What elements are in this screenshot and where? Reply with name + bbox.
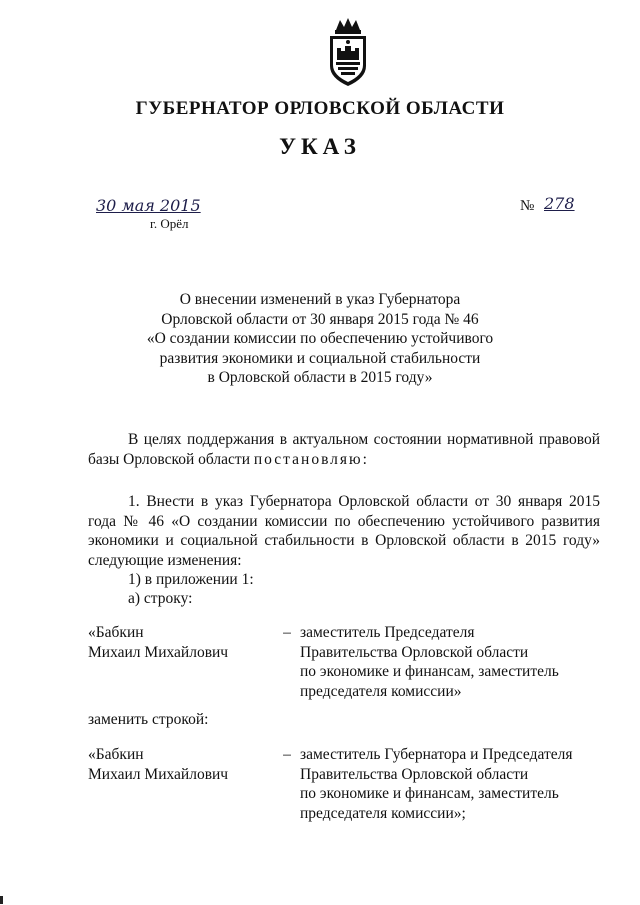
decree-title xyxy=(0,290,640,388)
preamble-paragraph xyxy=(88,430,600,469)
role-line: Правительства Орловской области xyxy=(300,765,529,783)
member-name xyxy=(88,745,278,784)
dash-separator: – xyxy=(283,624,291,641)
role-line: по экономике и финансам, заместитель xyxy=(300,663,559,680)
subitem-a: а) строку: xyxy=(128,590,193,607)
replace-label: заменить строкой: xyxy=(88,711,209,728)
role-line: по экономике и финансам, заместитель xyxy=(300,785,559,802)
handwritten-date: 30 мая 2015 xyxy=(96,196,201,215)
member-role xyxy=(300,623,610,701)
member-surname: «Бабкин xyxy=(88,624,144,641)
title-line: Орловской области от 30 января 2015 года № 46 xyxy=(161,310,479,328)
role-line: заместитель Председателя xyxy=(300,624,475,641)
scan-mark xyxy=(0,896,3,904)
title-line: О внесении изменений в указ Губернатора xyxy=(179,291,461,308)
city-label: г. Орёл xyxy=(150,216,189,231)
member-given-names: Михаил Михайлович xyxy=(88,643,229,661)
role-line: председателя комиссии»; xyxy=(300,804,466,822)
role-line: Правительства Орловской области xyxy=(300,643,529,661)
member-given-names: Михаил Михайлович xyxy=(88,765,229,783)
member-row-old xyxy=(88,623,608,703)
role-line: председателя комиссии» xyxy=(300,682,462,700)
decree-word: постановляю: xyxy=(253,450,369,468)
member-row-new xyxy=(88,745,608,825)
handwritten-number: 278 xyxy=(544,194,575,213)
subitem-1: 1) в приложении 1: xyxy=(128,571,254,588)
member-role xyxy=(300,745,610,823)
organization-title: ГУБЕРНАТОР ОРЛОВСКОЙ ОБЛАСТИ xyxy=(135,98,505,119)
item-1-paragraph: 1. Внести в указ Губернатора Орловской области от 30 января 2015 года № 46 «О создании комиссии по обеспечению устойчивого развития экономики и социальной стабильности в Орловской области в 2015 году» следующие изменения: xyxy=(88,493,600,569)
title-line: «О создании комиссии по обеспечению устойчивого xyxy=(146,330,494,347)
title-line: развития экономики и социальной стабильности xyxy=(159,349,481,367)
preamble-text: В целях поддержания в актуальном состоянии нормативной правовой базы Орловской области xyxy=(88,431,600,468)
member-surname: «Бабкин xyxy=(88,746,144,763)
role-line: заместитель Губернатора и Председателя xyxy=(300,746,573,763)
member-name xyxy=(88,623,278,662)
title-line: в Орловской области в 2015 году» xyxy=(207,369,433,386)
number-label: № xyxy=(520,198,535,214)
document-type: УКАЗ xyxy=(279,134,361,159)
dash-separator: – xyxy=(283,746,291,763)
coat-of-arms-icon xyxy=(322,16,374,88)
